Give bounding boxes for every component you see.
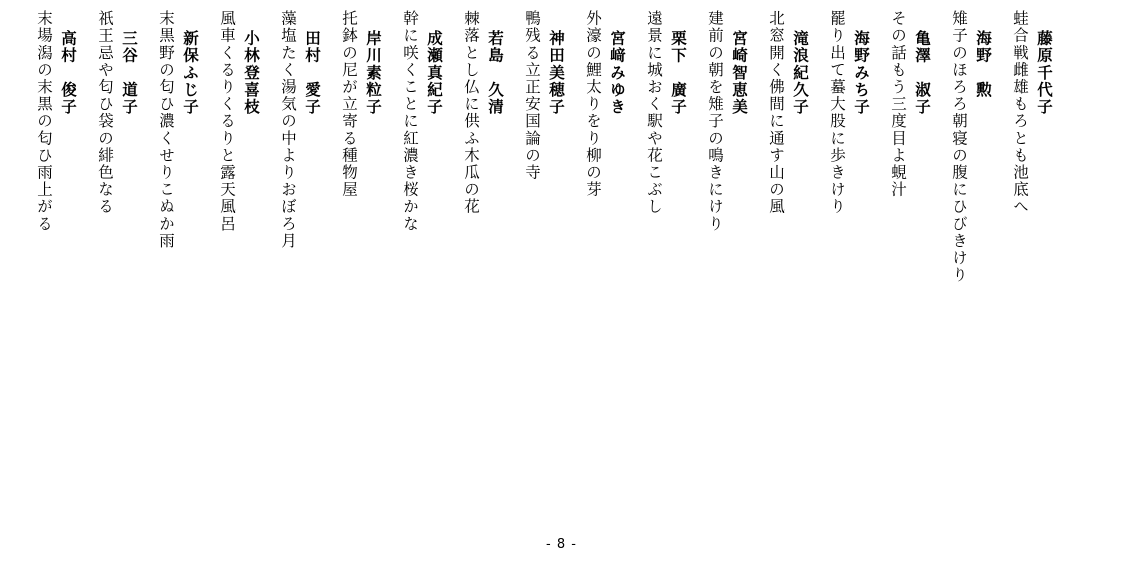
haiku-author: 亀澤 淑子 [913,30,931,116]
haiku-entry [153,10,197,249]
haiku-text: 鴨残る立正安国論の寺 [523,10,541,181]
haiku-entry [92,10,136,215]
haiku-text: 風車くるりくるりと露天風呂 [218,10,236,233]
haiku-columns [14,10,1051,284]
haiku-text: 雉子のほろろ朝寝の腹にひびきけり [950,10,968,284]
haiku-text: 祇王忌や匂ひ袋の緋色なる [96,10,114,216]
haiku-entry [641,10,685,215]
haiku-text: 藻塩たく湯気の中よりおぼろ月 [279,10,297,250]
haiku-text: 托鉢の尼が立寄る種物屋 [340,10,358,199]
page-number: - 8 - [546,537,577,552]
haiku-text: 棘落とし仏に供ふ木瓜の花 [462,10,480,216]
haiku-text: 建前の朝を雉子の鳴きにけり [706,10,724,233]
haiku-text: 外濠の鯉太りをり柳の芽 [584,10,602,199]
haiku-text: その話もう三度目よ蜆汁 [889,10,907,199]
haiku-entry [275,10,319,249]
haiku-author: 宮崎智恵美 [730,30,748,116]
haiku-text: 幹に咲くことに紅濃き桜かな [401,10,419,233]
haiku-entry [214,10,258,232]
haiku-text: 罷り出て蟇大股に歩きけり [828,10,846,216]
haiku-entry [763,10,807,215]
haiku-entry [336,10,380,198]
haiku-entry [1007,10,1051,215]
haiku-entry [946,10,990,284]
haiku-author: 宮﨑みゆき [608,30,626,116]
haiku-author: 高村 俊子 [59,30,77,116]
haiku-author: 三谷 道子 [120,30,138,116]
haiku-text: 末黒野の匂ひ濃くせりこぬか雨 [157,10,175,250]
haiku-entry [885,10,929,198]
haiku-text: 末場潟の末黒の匂ひ雨上がる [35,10,53,233]
haiku-author: 成瀬真紀子 [425,30,443,116]
haiku-author: 神田美穂子 [547,30,565,116]
haiku-text: 遠景に城おく駅や花こぶし [645,10,663,216]
haiku-entry [824,10,868,215]
haiku-author: 藤原千代子 [1035,30,1053,116]
haiku-author: 田村 愛子 [303,30,321,116]
haiku-entry [702,10,746,232]
haiku-text: 北窓開く佛間に通す山の風 [767,10,785,216]
haiku-entry [397,10,441,232]
haiku-author: 海野みち子 [852,30,870,116]
haiku-text: 蛙合戦雌雄もろとも池底へ [1011,10,1029,216]
haiku-author: 海野 勲 [974,30,992,99]
haiku-author: 新保ふじ子 [181,30,199,116]
haiku-author: 滝浪紀久子 [791,30,809,116]
haiku-entry [458,10,502,215]
haiku-author: 若島 久清 [486,30,504,116]
haiku-author: 小林登喜枝 [242,30,260,116]
haiku-author: 岸川素粒子 [364,30,382,116]
haiku-entry [580,10,624,198]
haiku-entry [31,10,75,232]
haiku-entry [519,10,563,181]
haiku-author: 栗下 廣子 [669,30,687,116]
